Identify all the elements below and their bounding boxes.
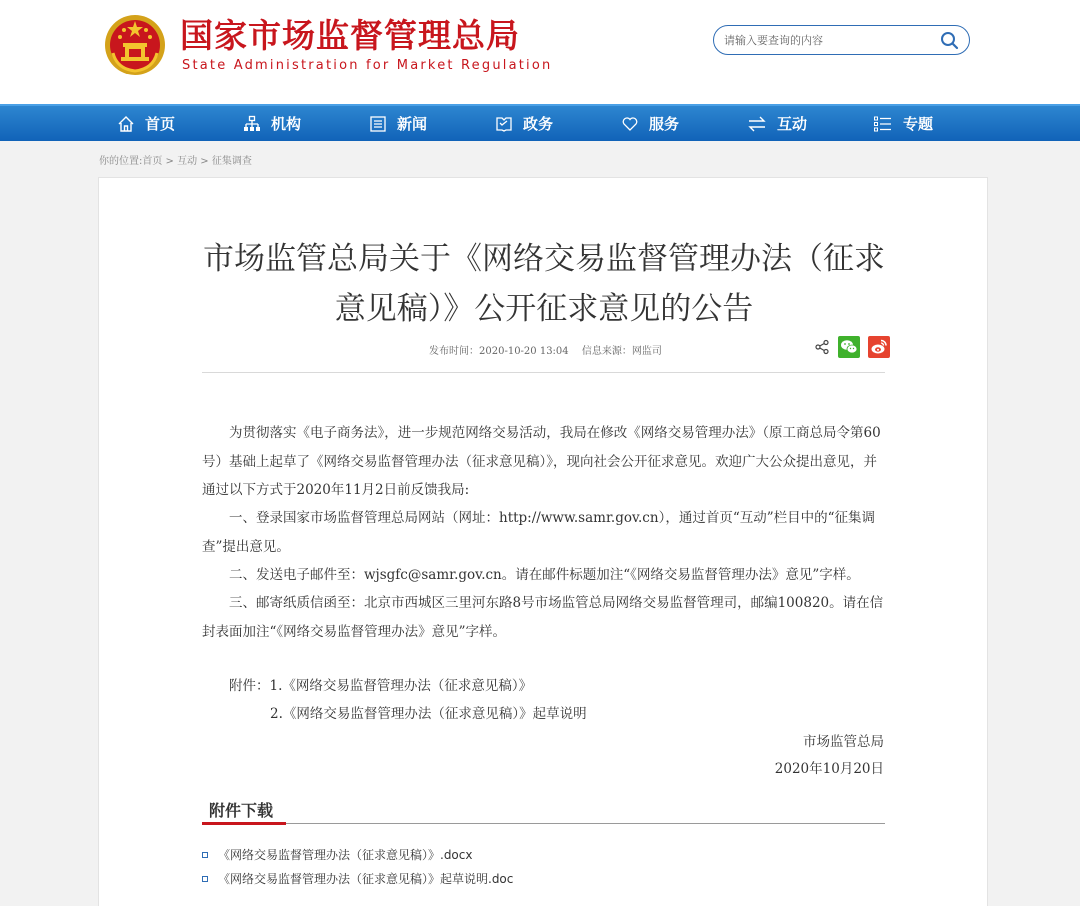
article-paragraph: 为贯彻落实《电子商务法》，进一步规范网络交易活动，我局在修改《网络交易管理办法》（原工商总局令第60号）基础上起草了《网络交易监督管理办法（征求意见稿）》，现向社会公开征求意见。欢迎广大公众提出意见，并通过以下方式于2020年11月2日前反馈我局:: [202, 425, 881, 498]
news-icon: [369, 115, 387, 133]
search-icon[interactable]: [939, 30, 959, 50]
attachment-line: [229, 672, 532, 701]
info-source: 信息来源：网监司: [581, 346, 662, 357]
article-paragraph: 三、邮寄纸质信函至：北京市西城区三里河东路8号市场监管总局网络交易监督管理司，邮编100820。请在信封表面加注“《网络交易监督管理办法》意见”字样。: [202, 595, 884, 640]
search-input[interactable]: [724, 31, 924, 49]
breadcrumb: [99, 152, 252, 167]
attachment-line: [270, 700, 587, 729]
attachment-item: 2.《网络交易监督管理办法（征求意见稿）》起草说明: [270, 706, 587, 722]
breadcrumb-separator: >: [162, 156, 178, 167]
article-title: 市场监管总局关于《网络交易监督管理办法（征求意见稿）》公开征求意见的公告: [203, 241, 885, 327]
search-box: [713, 25, 970, 55]
article-panel: [98, 177, 988, 906]
nav-item-government-affairs[interactable]: [495, 106, 553, 141]
site-subtitle: State Administration for Market Regulation: [182, 58, 553, 73]
attachment-item: 1.《网络交易监督管理办法（征求意见稿）》: [269, 678, 533, 694]
download-link[interactable]: [202, 870, 513, 887]
nav-item-label: 政务: [523, 115, 554, 133]
share-icon[interactable]: [814, 339, 830, 355]
exchange-arrows-icon: [747, 115, 767, 133]
download-file-name: 《网络交易监督管理办法（征求意见稿）》.docx: [218, 848, 473, 862]
title-divider: [202, 372, 885, 373]
nav-item-label: 机构: [271, 115, 302, 133]
signature-date: 2020年10月20日: [774, 761, 884, 777]
article-paragraph: 一、登录国家市场监督管理总局网站（网址：http://www.samr.gov.cn），通过首页“互动”栏目中的“征集调查”提出意见。: [202, 510, 876, 555]
nav-item-label: 服务: [649, 115, 680, 133]
nav-item-label: 首页: [145, 115, 176, 133]
nav-item-home[interactable]: [117, 106, 175, 141]
nav-item-organization[interactable]: [243, 106, 301, 141]
download-file-name: 《网络交易监督管理办法（征求意见稿）》起草说明.doc: [218, 872, 514, 886]
article-paragraph: 二、发送电子邮件至：wjsgfc@samr.gov.cn。请在邮件标题加注“《网络交易监督管理办法》意见”字样。: [229, 567, 860, 583]
breadcrumb-home[interactable]: 首页: [142, 156, 163, 167]
nav-item-label: 新闻: [397, 115, 428, 133]
government-affairs-icon: [495, 115, 513, 133]
share-bar: [806, 336, 890, 358]
nav-item-interaction[interactable]: [747, 106, 807, 141]
wechat-icon[interactable]: [838, 336, 860, 358]
downloads-rule: [202, 823, 885, 824]
nav-item-label: 互动: [777, 115, 808, 133]
breadcrumb-survey[interactable]: 征集调查: [211, 156, 252, 167]
downloads-heading: 附件下载: [209, 801, 274, 820]
signature-org: 市场监管总局: [803, 734, 884, 750]
breadcrumb-prefix: 你的位置:: [99, 156, 143, 167]
bullet-square-icon: [202, 876, 208, 882]
site-header: [0, 0, 1080, 104]
weibo-icon[interactable]: [868, 336, 890, 358]
site-title[interactable]: 国家市场监督管理总局: [180, 16, 520, 55]
heart-icon: [621, 115, 639, 133]
publish-time: 发布时间：2020-10-20 13:04: [429, 346, 569, 357]
list-icon: [873, 115, 893, 133]
nav-item-topics[interactable]: [873, 106, 933, 141]
home-icon: [117, 115, 135, 133]
breadcrumb-separator: >: [197, 156, 212, 167]
attachments-label: 附件：: [229, 678, 270, 694]
nav-item-news[interactable]: [369, 106, 427, 141]
article-meta: [429, 342, 662, 357]
org-chart-icon: [243, 115, 261, 133]
nav-item-label: 专题: [903, 115, 934, 133]
nav-item-services[interactable]: [621, 106, 679, 141]
main-nav: [0, 104, 1080, 141]
download-link[interactable]: [202, 846, 472, 863]
breadcrumb-interaction[interactable]: 互动: [177, 156, 198, 167]
downloads-accent: [202, 822, 286, 825]
national-emblem-logo[interactable]: [103, 13, 167, 77]
bullet-square-icon: [202, 852, 208, 858]
